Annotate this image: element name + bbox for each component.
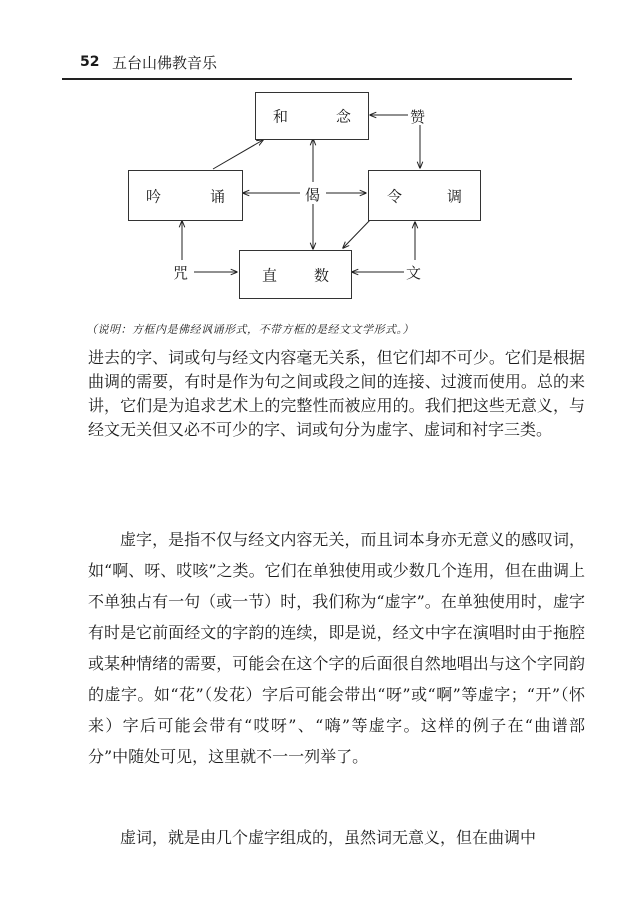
box-zhishu-char2: 数 (313, 266, 329, 284)
paragraph-2: 虚字，是指不仅与经文内容无关，而且词本身亦无意义的感叹词，如“啊、呀、哎咳”之类。它们在单独使用或少数几个连用，但在曲调上不单独占有一句（或一节）时，我们称为“虚字”。在单独使用时，虚字有时是它前面经文的字韵的连续，即是说，经文中字在演唱时由于拖腔或某种情绪的需要，可能会在这个字的后面很自然地唱出与这个字同韵的虚字。如“花”（发花）字后可能会带出“呀”或“啊”等虚字；“开”（怀来）字后可能会带有“哎呀”、“嗨”等虚字。这样的例子在“曲谱部分”中随处可见，这里就不一一列举了。 (88, 530, 585, 766)
label-ji: 偈 (305, 186, 321, 204)
paragraph-1: 进去的字、词或句与经文内容毫无关系，但它们却不可少。它们是根据曲调的需要，有时是作为句之间或段之间的连接、过渡而使用。总的来讲，它们是为追求艺术上的完整性而被应用的。我们把这些无意义，与经文无关但又必不可少的字、词或句分为虚字、虚词和衬字三类。 (88, 348, 585, 439)
arrow-lingdiao-to-zhishu (343, 218, 372, 248)
label-wen: 文 (406, 264, 422, 282)
box-yinsong-char2: 诵 (209, 187, 225, 205)
box-henian (255, 92, 369, 140)
label-zhou: 咒 (173, 264, 189, 282)
box-henian-char1: 和 (273, 107, 289, 126)
diagram-caption: （说明：方框内是佛经讽诵形式，不带方框的是经文文学形式。） (86, 323, 414, 336)
paragraph-3: 虚词，就是由几个虚字组成的，虽然词无意义，但在曲调中 (120, 828, 537, 847)
box-yinsong-char1: 吟 (146, 187, 162, 205)
box-lingdiao (368, 170, 481, 221)
box-yinsong (128, 170, 243, 221)
label-zan: 赞 (410, 108, 426, 126)
box-zhishu (239, 250, 352, 299)
page-number: 52 (80, 54, 100, 70)
box-henian-char2: 念 (335, 107, 351, 126)
book-title: 五台山佛教音乐 (112, 54, 218, 72)
box-zhishu-char1: 直 (262, 266, 278, 284)
box-lingdiao-char1: 令 (387, 187, 403, 205)
arrow-yinsong-to-henian (213, 140, 263, 169)
box-lingdiao-char2: 调 (446, 187, 462, 205)
